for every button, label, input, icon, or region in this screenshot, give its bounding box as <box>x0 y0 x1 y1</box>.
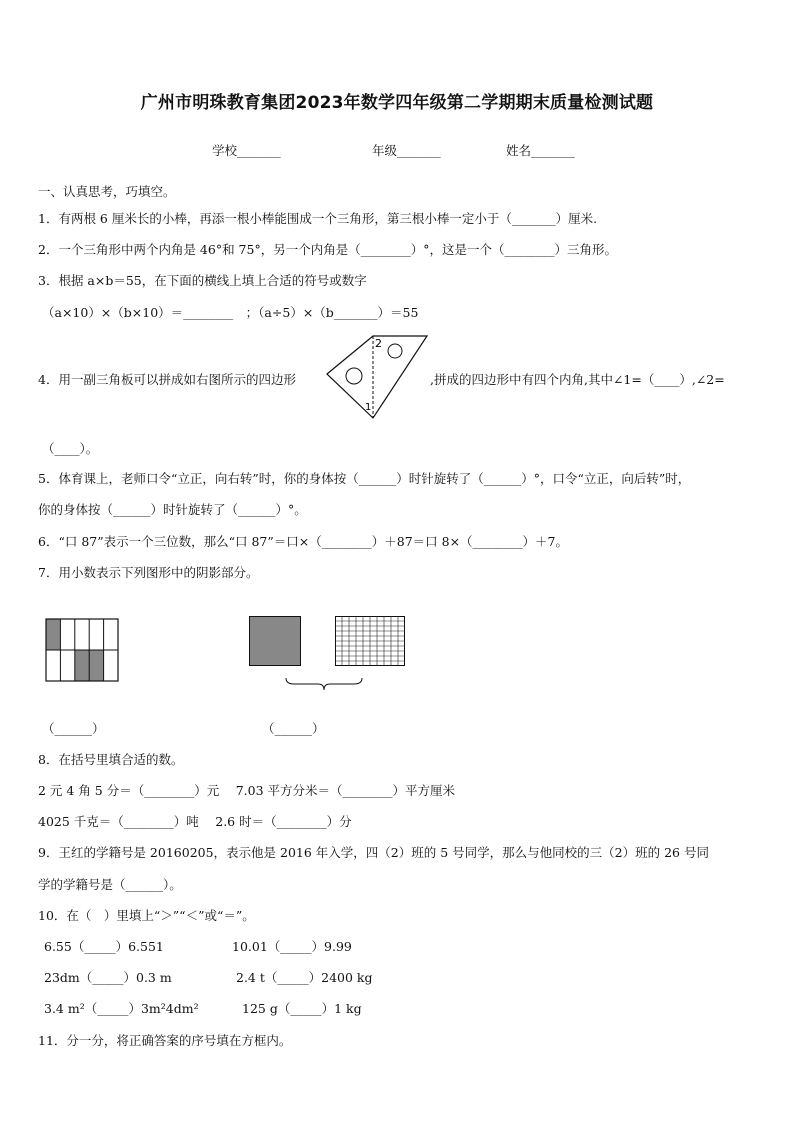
shaded-square <box>250 617 301 666</box>
section-heading: 一、认真思考，巧填空。 <box>38 184 176 199</box>
q10-item-a-right: 10.01（_____）9.99 <box>232 939 352 954</box>
cell-bottom-3 <box>75 650 89 681</box>
angle-1-label: 1 <box>365 402 372 413</box>
q10-item-b-right: 2.4 t（_____）2400 kg <box>236 970 373 985</box>
question-1: 1．有两根 6 厘米长的小棒，再添一根小棒能围成一个三角形，第三根小棒一定小于（_______）厘米. <box>38 211 598 226</box>
shaded-square-figure <box>249 616 301 666</box>
question-8: 8．在括号里填合适的数。 <box>38 752 184 767</box>
question-8b: 4025 千克＝（________）吨 2.6 时＝（________）分 <box>38 814 352 829</box>
page-title: 广州市明珠教育集团2023年数学四年级第二学期期末质量检测试题 <box>140 93 654 113</box>
q10-item-c-left: 3.4 m²（_____）3m²4dm² <box>44 1001 199 1016</box>
question-2: 2．一个三角形中两个内角是 46°和 75°，另一个内角是（________）°，这是一个（________）三角形。 <box>38 242 617 257</box>
circle-hole-left <box>346 368 362 384</box>
grade-field: 年级_______ <box>372 143 441 158</box>
question-9-cont: 学的学籍号是（______）。 <box>38 877 182 892</box>
question-11: 11．分一分，将正确答案的序号填在方框内。 <box>38 1033 292 1048</box>
fraction-grid-figure <box>46 619 118 681</box>
q10-item-a-left: 6.55（_____）6.551 <box>44 939 164 954</box>
q7-answer-1: （______） <box>42 721 105 736</box>
question-10: 10．在（ ）里填上“＞”“＜”或“＝”。 <box>38 908 255 923</box>
hundred-grid-figure <box>335 616 405 666</box>
question-5: 5．体育课上，老师口令“立正，向右转”时，你的身体按（______）时针旋转了（______）°，口令“立正，向后转”时， <box>38 471 691 486</box>
cell-top-1 <box>46 619 60 650</box>
q7-answer-2: （______） <box>262 721 325 736</box>
circle-hole-right <box>388 344 402 358</box>
question-6: 6．“口 87”表示一个三位数，那么“口 87”＝口×（________）＋87＝口 8×（________）＋7。 <box>38 534 569 549</box>
brace-figure <box>284 676 364 692</box>
question-9: 9．王红的学籍号是 20160205，表示他是 2016 年入学，四（2）班的 5 号同学，那么与他同校的三（2）班的 26 号同 <box>38 845 709 860</box>
question-5-cont: 你的身体按（______）时针旋转了（______）°。 <box>38 502 307 517</box>
q10-item-c-right: 125 g（_____）1 kg <box>242 1001 362 1016</box>
angle-2-label: 2 <box>375 337 382 350</box>
quadrilateral-figure <box>325 334 433 422</box>
question-8a: 2 元 4 角 5 分＝（________）元 7.03 平方分米＝（________）平方厘米 <box>38 783 456 798</box>
question-7: 7．用小数表示下列图形中的阴影部分。 <box>38 565 259 580</box>
question-4-cont: ,拼成的四边形中有四个内角,其中∠1=（____）,∠2= <box>430 372 725 387</box>
q10-item-b-left: 23dm（_____）0.3 m <box>44 970 172 985</box>
question-3-blanks: （a×10）×（b×10）＝________ ；（a÷5）×（b_______）＝55 <box>42 305 419 320</box>
cell-bottom-4 <box>89 650 103 681</box>
curly-brace <box>286 678 362 690</box>
question-3: 3．根据 a×b＝55，在下面的横线上填上合适的符号或数字 <box>38 273 367 288</box>
name-field: 姓名_______ <box>506 143 575 158</box>
school-field: 学校_______ <box>212 143 281 158</box>
question-4-end: （____）。 <box>42 441 99 456</box>
question-4: 4．用一副三角板可以拼成如右图所示的四边形 <box>38 372 296 387</box>
